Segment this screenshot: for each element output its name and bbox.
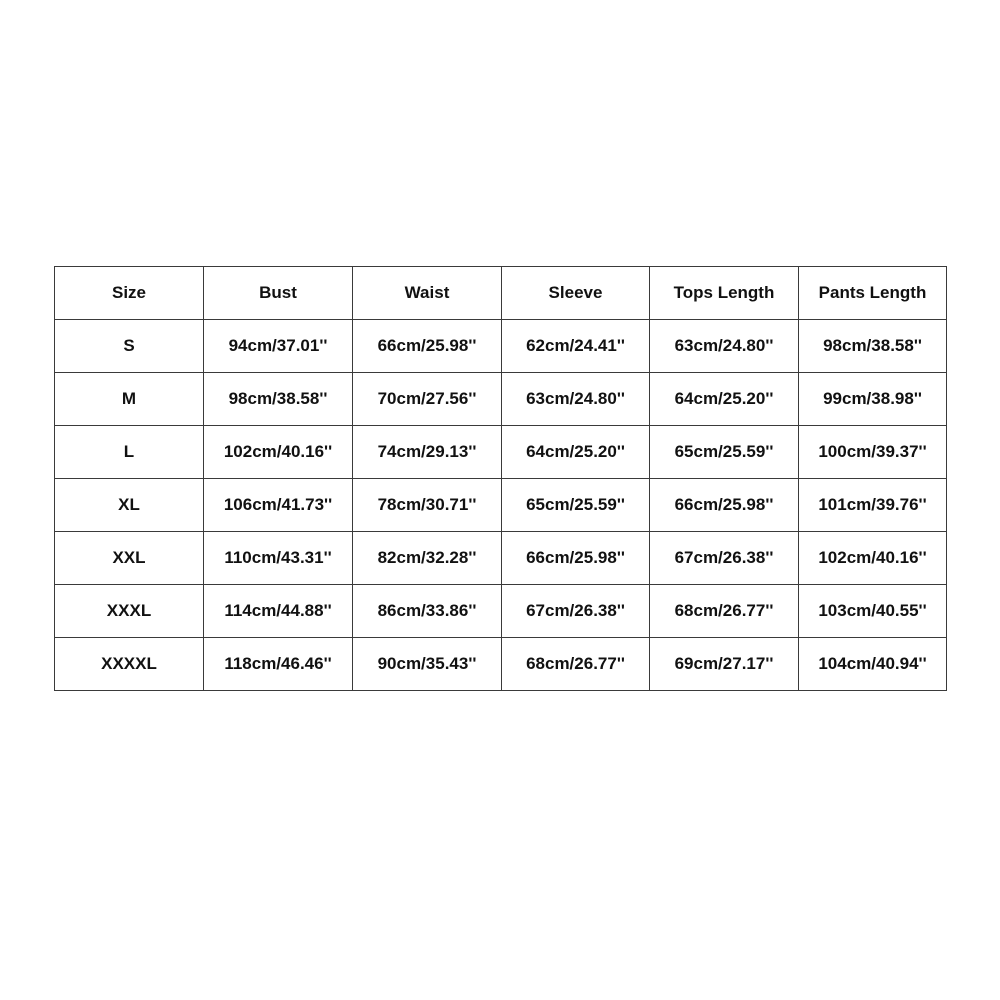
table-row bbox=[55, 585, 947, 638]
size-cell: XXL bbox=[55, 532, 204, 585]
tops-length-cell: 68cm/26.77'' bbox=[650, 585, 799, 638]
table-row bbox=[55, 373, 947, 426]
pants-length-cell: 102cm/40.16'' bbox=[799, 532, 947, 585]
header-cell-bust: Bust bbox=[204, 267, 353, 320]
tops-length-cell: 65cm/25.59'' bbox=[650, 426, 799, 479]
header-cell-tops-length: Tops Length bbox=[650, 267, 799, 320]
size-cell: XL bbox=[55, 479, 204, 532]
table-row bbox=[55, 320, 947, 373]
header-row bbox=[55, 267, 947, 320]
size-cell: M bbox=[55, 373, 204, 426]
sleeve-cell: 65cm/25.59'' bbox=[502, 479, 650, 532]
sleeve-cell: 68cm/26.77'' bbox=[502, 638, 650, 691]
tops-length-cell: 66cm/25.98'' bbox=[650, 479, 799, 532]
pants-length-cell: 103cm/40.55'' bbox=[799, 585, 947, 638]
bust-cell: 118cm/46.46'' bbox=[204, 638, 353, 691]
tops-length-cell: 69cm/27.17'' bbox=[650, 638, 799, 691]
pants-length-cell: 104cm/40.94'' bbox=[799, 638, 947, 691]
waist-cell: 90cm/35.43'' bbox=[353, 638, 502, 691]
table-row bbox=[55, 426, 947, 479]
waist-cell: 66cm/25.98'' bbox=[353, 320, 502, 373]
table-row bbox=[55, 532, 947, 585]
header-cell-waist: Waist bbox=[353, 267, 502, 320]
waist-cell: 82cm/32.28'' bbox=[353, 532, 502, 585]
waist-cell: 70cm/27.56'' bbox=[353, 373, 502, 426]
size-cell: XXXL bbox=[55, 585, 204, 638]
size-cell: S bbox=[55, 320, 204, 373]
sleeve-cell: 67cm/26.38'' bbox=[502, 585, 650, 638]
bust-cell: 98cm/38.58'' bbox=[204, 373, 353, 426]
sleeve-cell: 62cm/24.41'' bbox=[502, 320, 650, 373]
sleeve-cell: 64cm/25.20'' bbox=[502, 426, 650, 479]
pants-length-cell: 99cm/38.98'' bbox=[799, 373, 947, 426]
pants-length-cell: 100cm/39.37'' bbox=[799, 426, 947, 479]
table-row bbox=[55, 638, 947, 691]
tops-length-cell: 63cm/24.80'' bbox=[650, 320, 799, 373]
header-cell-sleeve: Sleeve bbox=[502, 267, 650, 320]
bust-cell: 106cm/41.73'' bbox=[204, 479, 353, 532]
waist-cell: 78cm/30.71'' bbox=[353, 479, 502, 532]
bust-cell: 110cm/43.31'' bbox=[204, 532, 353, 585]
size-cell: L bbox=[55, 426, 204, 479]
size-cell: XXXXL bbox=[55, 638, 204, 691]
sleeve-cell: 63cm/24.80'' bbox=[502, 373, 650, 426]
table-row bbox=[55, 479, 947, 532]
waist-cell: 74cm/29.13'' bbox=[353, 426, 502, 479]
size-chart-table bbox=[54, 266, 947, 691]
bust-cell: 102cm/40.16'' bbox=[204, 426, 353, 479]
bust-cell: 114cm/44.88'' bbox=[204, 585, 353, 638]
waist-cell: 86cm/33.86'' bbox=[353, 585, 502, 638]
pants-length-cell: 98cm/38.58'' bbox=[799, 320, 947, 373]
bust-cell: 94cm/37.01'' bbox=[204, 320, 353, 373]
header-cell-pants-length: Pants Length bbox=[799, 267, 947, 320]
sleeve-cell: 66cm/25.98'' bbox=[502, 532, 650, 585]
tops-length-cell: 67cm/26.38'' bbox=[650, 532, 799, 585]
header-cell-size: Size bbox=[55, 267, 204, 320]
pants-length-cell: 101cm/39.76'' bbox=[799, 479, 947, 532]
tops-length-cell: 64cm/25.20'' bbox=[650, 373, 799, 426]
